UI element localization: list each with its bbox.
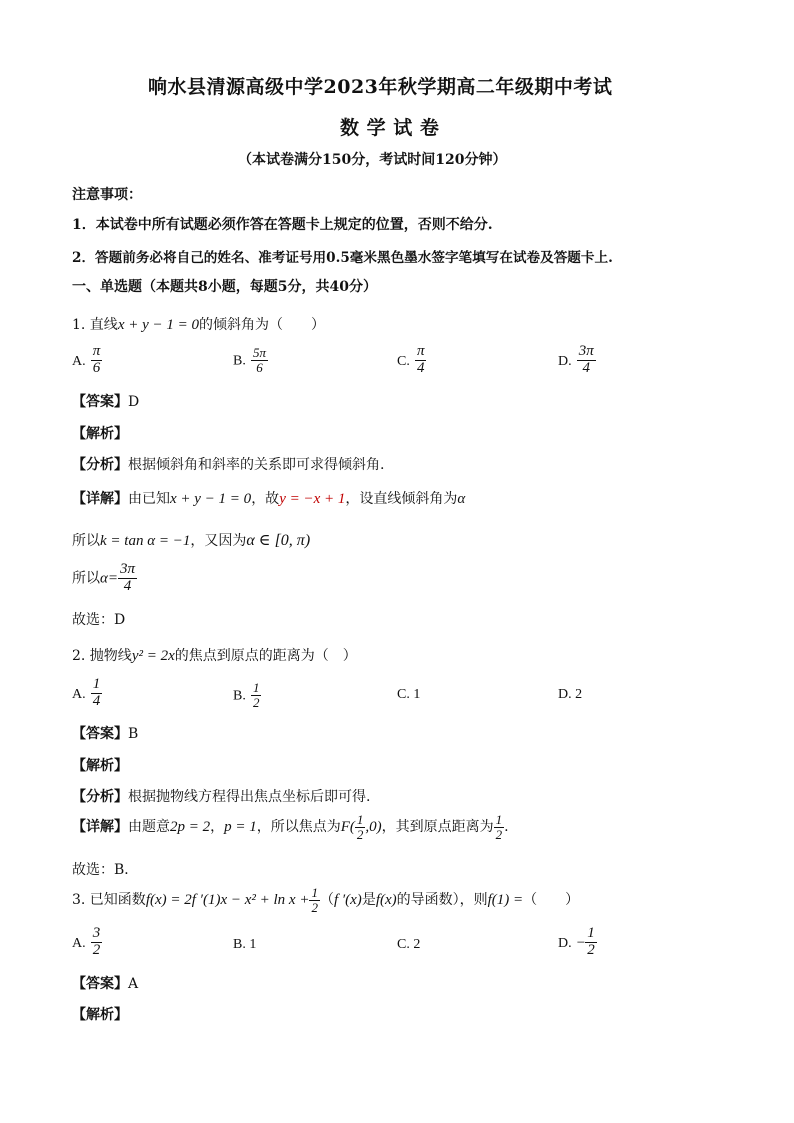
q1-option-c[interactable] xyxy=(397,344,426,377)
q1-fenxi-tag: 【分析】 xyxy=(72,457,128,473)
q1-option-b-label: B. xyxy=(233,353,246,369)
q3-eq-den: 2 xyxy=(311,899,318,915)
q2-detail-text-1: 由题意 xyxy=(128,819,170,836)
q2-option-a-fraction xyxy=(91,677,103,710)
q2-detail xyxy=(72,813,509,841)
q3-answer-tag: 【答案】 xyxy=(72,976,128,992)
q1-detail-text-2: ，故 xyxy=(251,491,280,507)
q2-detail-F-fraction xyxy=(355,813,366,841)
q1-option-c-label: C. xyxy=(397,353,410,369)
q3-option-a[interactable] xyxy=(72,926,102,959)
q2-detail-text-2: ， xyxy=(210,819,225,836)
q1-option-d-fraction xyxy=(577,344,596,377)
q2-fenxi xyxy=(72,786,370,806)
q1-option-a-den: 6 xyxy=(92,359,101,376)
q1-suffix: 的倾斜角为（ ） xyxy=(199,317,325,333)
q3-option-d-fraction xyxy=(585,926,597,959)
q1-option-a-num: π xyxy=(92,343,101,359)
q3-option-d[interactable] xyxy=(558,926,597,959)
q3-answer xyxy=(72,973,138,993)
notice-item-2: 2．答题前务必将自己的姓名、准考证号用0.5毫米黑色墨水签字笔填写在试卷及答题卡上. xyxy=(72,250,613,266)
notice-item-1: 1．本试卷中所有试题必须作答在答题卡上规定的位置，否则不给分. xyxy=(72,217,493,233)
exam-subject: 数 学 试 卷 xyxy=(340,117,440,139)
q1-detail-text-1: 由已知 xyxy=(128,491,170,507)
q2-detail-eq1: 2p = 2 xyxy=(170,819,211,836)
q1-option-d[interactable] xyxy=(558,344,596,377)
q1-option-d-num: 3π xyxy=(578,343,594,359)
q1-detail xyxy=(72,488,465,508)
q1-line3-fraction xyxy=(118,562,137,595)
q1-option-b-fraction xyxy=(251,346,268,374)
q3-option-d-num: 1 xyxy=(587,925,595,941)
q3-option-c[interactable]: C. 2 xyxy=(397,937,421,952)
q2-option-b-den: 2 xyxy=(252,694,260,710)
q3-mid-text-2: 的导函数），则 xyxy=(396,892,488,909)
q3-option-d-label: D. xyxy=(558,935,572,951)
q1-line2-mid: ，又因为 xyxy=(190,533,247,549)
q2-detail-dist-den: 2 xyxy=(495,826,503,842)
q3-answer-value: A xyxy=(128,976,139,992)
q2-detail-eq2: p = 1 xyxy=(224,819,257,836)
q2-option-a-num: 1 xyxy=(92,676,101,692)
q2-detail-F-den: 2 xyxy=(356,826,364,842)
exam-note: （本试卷满分150分，考试时间120分钟） xyxy=(238,152,507,168)
q1-detail-alpha: α xyxy=(457,491,466,507)
q1-fenxi xyxy=(72,454,384,474)
q1-answer-tag: 【答案】 xyxy=(72,394,128,410)
q2-option-a-label: A. xyxy=(72,686,86,702)
q2-prefix: 2. 抛物线 xyxy=(72,648,132,664)
q3-option-a-num: 3 xyxy=(92,925,101,941)
q3-option-a-fraction xyxy=(91,926,103,959)
q3-option-a-label: A. xyxy=(72,935,86,951)
section-heading: 一、单选题（本题共8小题，每题5分，共40分） xyxy=(72,279,377,295)
q1-answer xyxy=(72,391,139,411)
q1-option-a-label: A. xyxy=(72,353,86,369)
q3-eq-main: f(x) = 2f ′(1)x − x² + ln x + xyxy=(145,892,310,909)
q3-eq-num: 1 xyxy=(311,885,318,900)
q1-line3-pre: 所以 xyxy=(72,570,100,587)
q1-line2-pre: 所以 xyxy=(72,533,100,549)
q2-option-b[interactable] xyxy=(233,681,261,709)
q3-prefix: 3. 已知函数 xyxy=(72,892,146,909)
exam-title: 响水县清源高级中学2023年秋学期高二年级期中考试 xyxy=(148,76,613,98)
q2-option-b-label: B. xyxy=(233,688,246,704)
q2-detail-text-5: . xyxy=(504,819,509,836)
q3-suffix: （ ） xyxy=(523,892,580,909)
q2-answer-tag: 【答案】 xyxy=(72,726,128,742)
q2-choose: 故选：B． xyxy=(72,862,139,878)
q1-option-b-den: 6 xyxy=(256,359,263,375)
q3-eq-fprime: f ′(x) xyxy=(333,892,362,909)
q3-option-d-den: 2 xyxy=(587,941,595,958)
q2-option-c[interactable]: C. 1 xyxy=(397,687,421,702)
q2-analysis-tag: 【解析】 xyxy=(72,758,128,774)
q3-analysis-tag: 【解析】 xyxy=(72,1007,128,1023)
q1-line2-eq2: α ∈ [0, π) xyxy=(246,532,311,549)
q1-line2-eq: k = tan α = −1 xyxy=(100,533,191,549)
q1-line3-eq: α= xyxy=(100,570,118,587)
q2-detail-dist-num: 1 xyxy=(495,812,503,827)
q1-option-b[interactable] xyxy=(233,346,268,374)
q1-line3-den: 4 xyxy=(123,577,132,594)
q1-option-b-num: 5π xyxy=(252,345,266,360)
q1-option-d-den: 4 xyxy=(582,359,590,376)
q3-option-d-sign: − xyxy=(576,934,586,951)
q1-detail-eq1: x + y − 1 = 0 xyxy=(170,491,252,507)
q3-eq-fraction xyxy=(309,886,320,914)
q2-option-b-num: 1 xyxy=(252,680,260,695)
q1-option-c-fraction xyxy=(415,344,427,377)
q3-option-a-den: 2 xyxy=(92,941,101,958)
q3-stem xyxy=(72,886,579,914)
q2-answer xyxy=(72,723,138,743)
q1-line3-num: 3π xyxy=(120,561,136,577)
q1-answer-value: D xyxy=(128,394,140,410)
q3-eq-f1: f(1) = xyxy=(487,892,524,909)
q1-detail-tag: 【详解】 xyxy=(72,491,128,507)
q1-fenxi-text: 根据倾斜角和斜率的关系即可求得倾斜角. xyxy=(128,457,385,473)
q2-suffix: 的焦点到原点的距离为（ ） xyxy=(174,648,357,664)
q1-analysis-tag: 【解析】 xyxy=(72,426,128,442)
q2-detail-tag: 【详解】 xyxy=(72,819,128,836)
q1-choose: 故选：D xyxy=(72,612,126,628)
q1-detail-text-3: ，设直线倾斜角为 xyxy=(345,491,458,507)
q1-prefix: 1. 直线 xyxy=(72,317,118,333)
q2-detail-F-num: 1 xyxy=(356,812,364,827)
q2-fenxi-text: 根据抛物线方程得出焦点坐标后即可得. xyxy=(128,789,371,805)
q1-stem xyxy=(72,314,325,334)
q1-line2 xyxy=(72,530,310,550)
q1-equation: x + y − 1 = 0 xyxy=(117,317,199,333)
q1-detail-eq2: y = −x + 1 xyxy=(279,491,346,507)
q2-detail-F-end: ,0) xyxy=(365,819,382,836)
q1-option-c-den: 4 xyxy=(416,359,425,376)
q2-option-a-den: 4 xyxy=(92,692,101,709)
q3-paren-open: （ xyxy=(319,892,334,909)
q3-eq-f: f(x) xyxy=(375,892,397,909)
q2-fenxi-tag: 【分析】 xyxy=(72,789,128,805)
q2-detail-text-4: ，其到原点距离为 xyxy=(381,819,494,836)
notice-heading: 注意事项： xyxy=(72,187,142,203)
q3-mid-text: 是 xyxy=(361,892,376,909)
q2-detail-text-3: ，所以焦点为 xyxy=(256,819,341,836)
q1-option-d-label: D. xyxy=(558,353,572,369)
q2-answer-value: B xyxy=(128,726,139,742)
q2-option-d[interactable]: D. 2 xyxy=(558,687,583,702)
q1-option-a-fraction xyxy=(91,344,103,377)
q2-option-b-fraction xyxy=(251,681,262,709)
q1-line3 xyxy=(72,562,137,595)
q3-option-b[interactable]: B. 1 xyxy=(233,937,257,952)
q2-detail-dist-fraction xyxy=(494,813,505,841)
q2-detail-F: F( xyxy=(340,819,355,836)
q2-equation: y² = 2x xyxy=(131,648,175,664)
q2-stem xyxy=(72,645,357,665)
q1-option-a[interactable] xyxy=(72,344,102,377)
q1-option-c-num: π xyxy=(416,343,425,359)
q2-option-a[interactable] xyxy=(72,677,102,710)
